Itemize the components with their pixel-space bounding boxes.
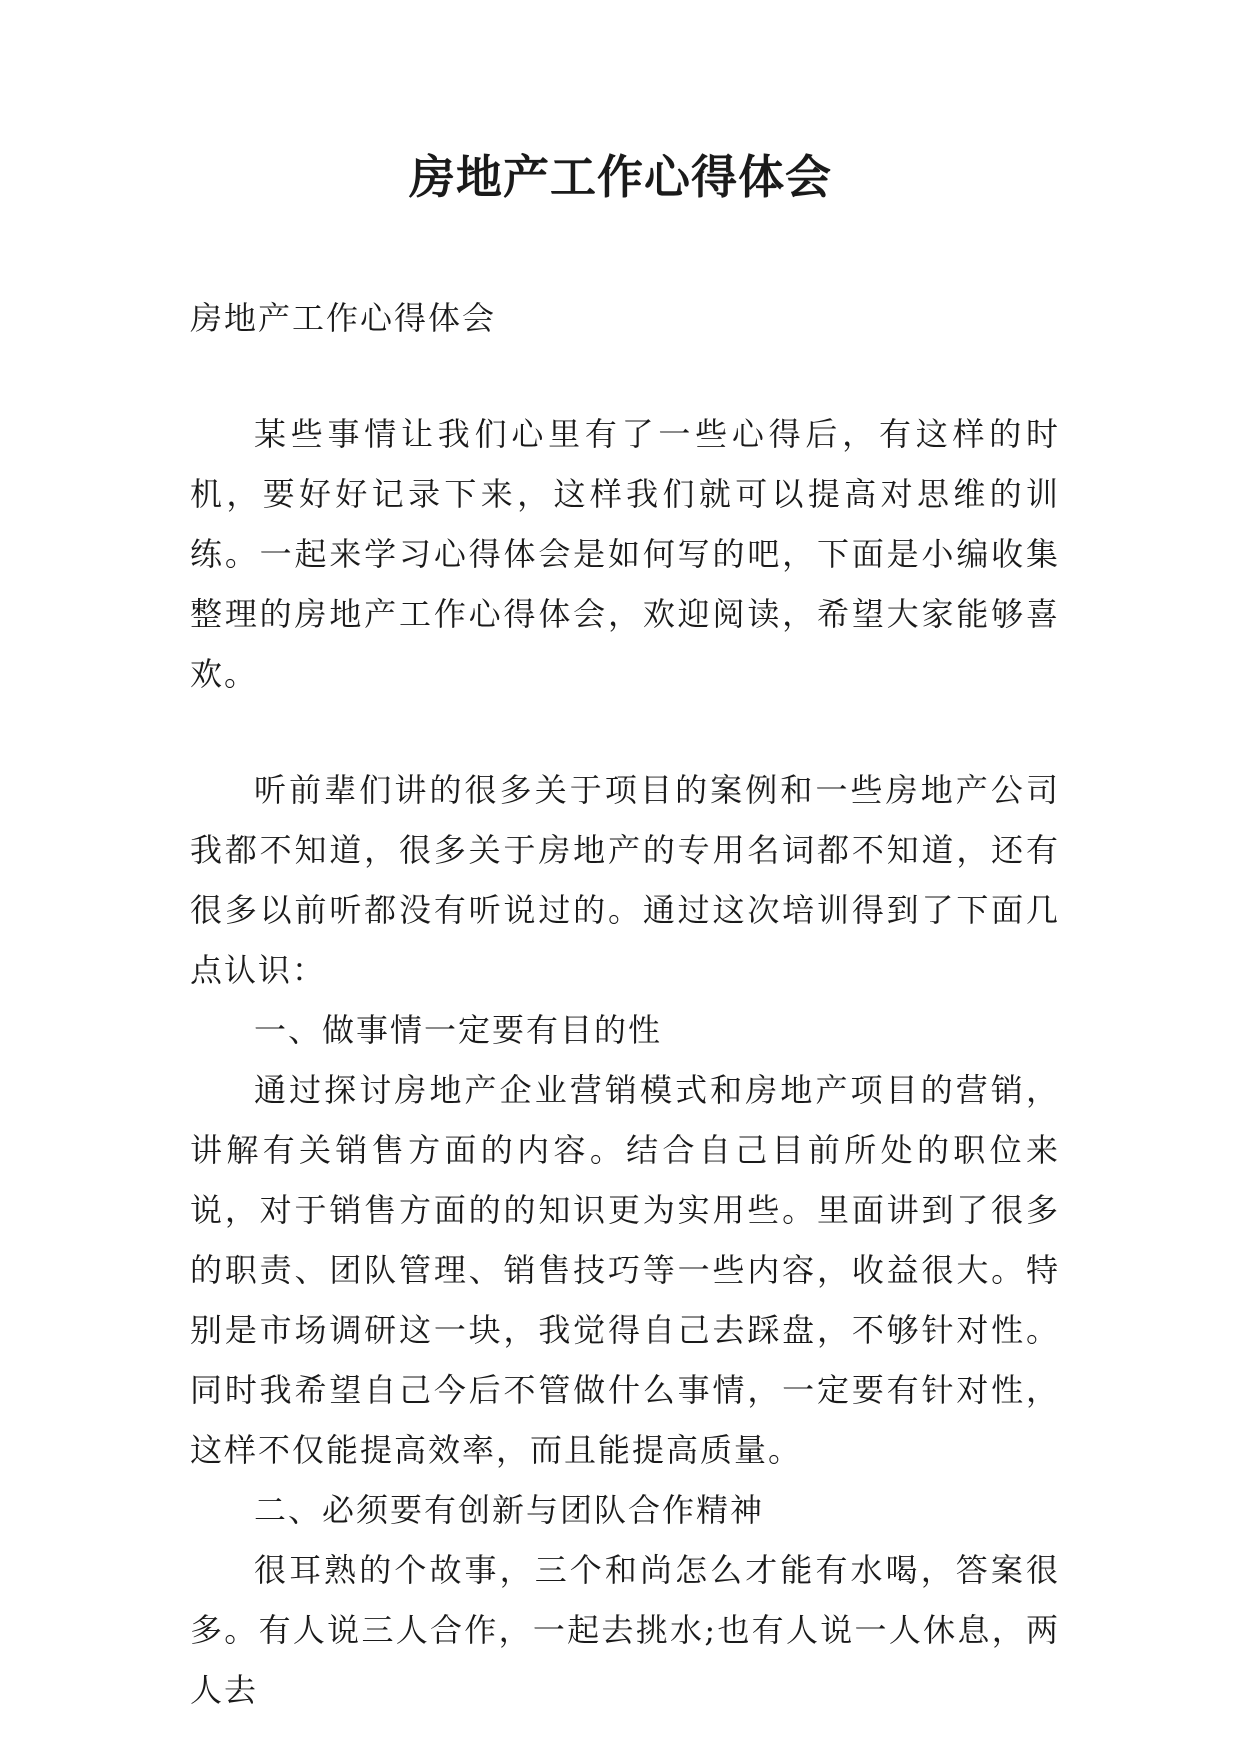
section-heading-2: 二、必须要有创新与团队合作精神 <box>254 1491 765 1529</box>
body-paragraph: 很耳熟的个故事，三个和尚怎么才能有水喝，答案很多。有人说三人合作，一起去挑水;也有人说一人休息，两人去 <box>190 1551 1060 1709</box>
body-paragraph: 听前辈们讲的很多关于项目的案例和一些房地产公司我都不知道，很多关于房地产的专用名词都不知道，还有很多以前听都没有听说过的。通过这次培训得到了下面几点认识： <box>190 771 1060 989</box>
paragraph-gap <box>190 704 1060 760</box>
intro-paragraph: 某些事情让我们心里有了一些心得后，有这样的时机，要好好记录下来，这样我们就可以提高对思维的训练。一起来学习心得体会是如何写的吧，下面是小编收集整理的房地产工作心得体会，欢迎阅读，希望大家能够喜欢。 <box>190 415 1060 693</box>
paragraph-gap <box>190 348 1060 404</box>
document-body <box>190 288 1060 1720</box>
section-heading-1: 一、做事情一定要有目的性 <box>254 1011 663 1049</box>
document-subtitle: 房地产工作心得体会 <box>190 299 497 337</box>
body-paragraph: 通过探讨房地产企业营销模式和房地产项目的营销，讲解有关销售方面的内容。结合自己目前所处的职位来说，对于销售方面的的知识更为实用些。里面讲到了很多的职责、团队管理、销售技巧等一些内容，收益很大。特别是市场调研这一块，我觉得自己去踩盘，不够针对性。同时我希望自己今后不管做什么事情，一定要有针对性，这样不仅能提高效率，而且能提高质量。 <box>190 1071 1060 1469</box>
document-title: 房地产工作心得体会 <box>409 150 832 204</box>
